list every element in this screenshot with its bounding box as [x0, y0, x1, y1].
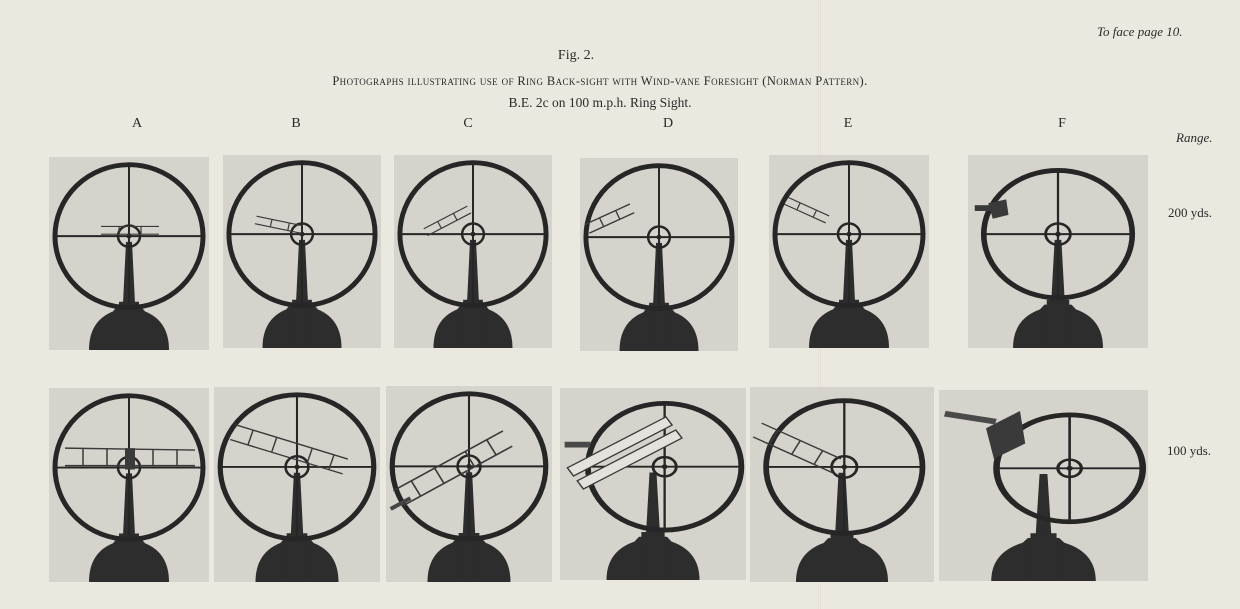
figure-label: Fig. 2.: [557, 48, 595, 63]
figure-title: Photographs illustrating use of Ring Back-sight with Wind-vane Foresight (Norman Pattern).: [332, 74, 868, 88]
column-label-a: A: [131, 116, 143, 131]
sight-c-200: [394, 155, 552, 348]
sight-f-200: [968, 155, 1148, 348]
photo-f-100: [939, 390, 1148, 581]
photo-d-200: [580, 158, 738, 351]
sight-b-100: [214, 387, 380, 582]
photo-b-200: [223, 155, 381, 348]
column-label-b: B: [291, 116, 301, 131]
column-label-e: E: [843, 116, 853, 131]
sight-c-100: [386, 386, 552, 582]
range-200: 200 yds.: [1168, 205, 1213, 220]
sight-d-200: [580, 158, 738, 351]
photo-c-200: [394, 155, 552, 348]
sight-f-100: [939, 390, 1148, 581]
photo-e-200: [769, 155, 929, 348]
photo-b-100: [214, 387, 380, 582]
range-header: Range.: [1176, 130, 1213, 145]
sight-a-100: [49, 388, 209, 582]
column-label-f: F: [1058, 116, 1066, 131]
sight-d-100: [560, 388, 746, 580]
range-100: 100 yds.: [1167, 443, 1212, 458]
column-label-d: D: [662, 116, 674, 131]
sight-e-100: [750, 387, 934, 582]
sight-a-200: [49, 157, 209, 350]
sight-e-200: [769, 155, 929, 348]
photo-e-100: [750, 387, 934, 582]
photo-d-100: [560, 388, 746, 580]
photo-a-100: [49, 388, 209, 582]
face-page-note: To face page 10.: [1097, 24, 1183, 39]
photo-a-200: [49, 157, 209, 350]
photo-f-200: [968, 155, 1148, 348]
figure-subtitle: B.E. 2c on 100 m.p.h. Ring Sight.: [508, 95, 692, 110]
sight-b-200: [223, 155, 381, 348]
photo-c-100: [386, 386, 552, 582]
column-label-c: C: [463, 116, 473, 131]
